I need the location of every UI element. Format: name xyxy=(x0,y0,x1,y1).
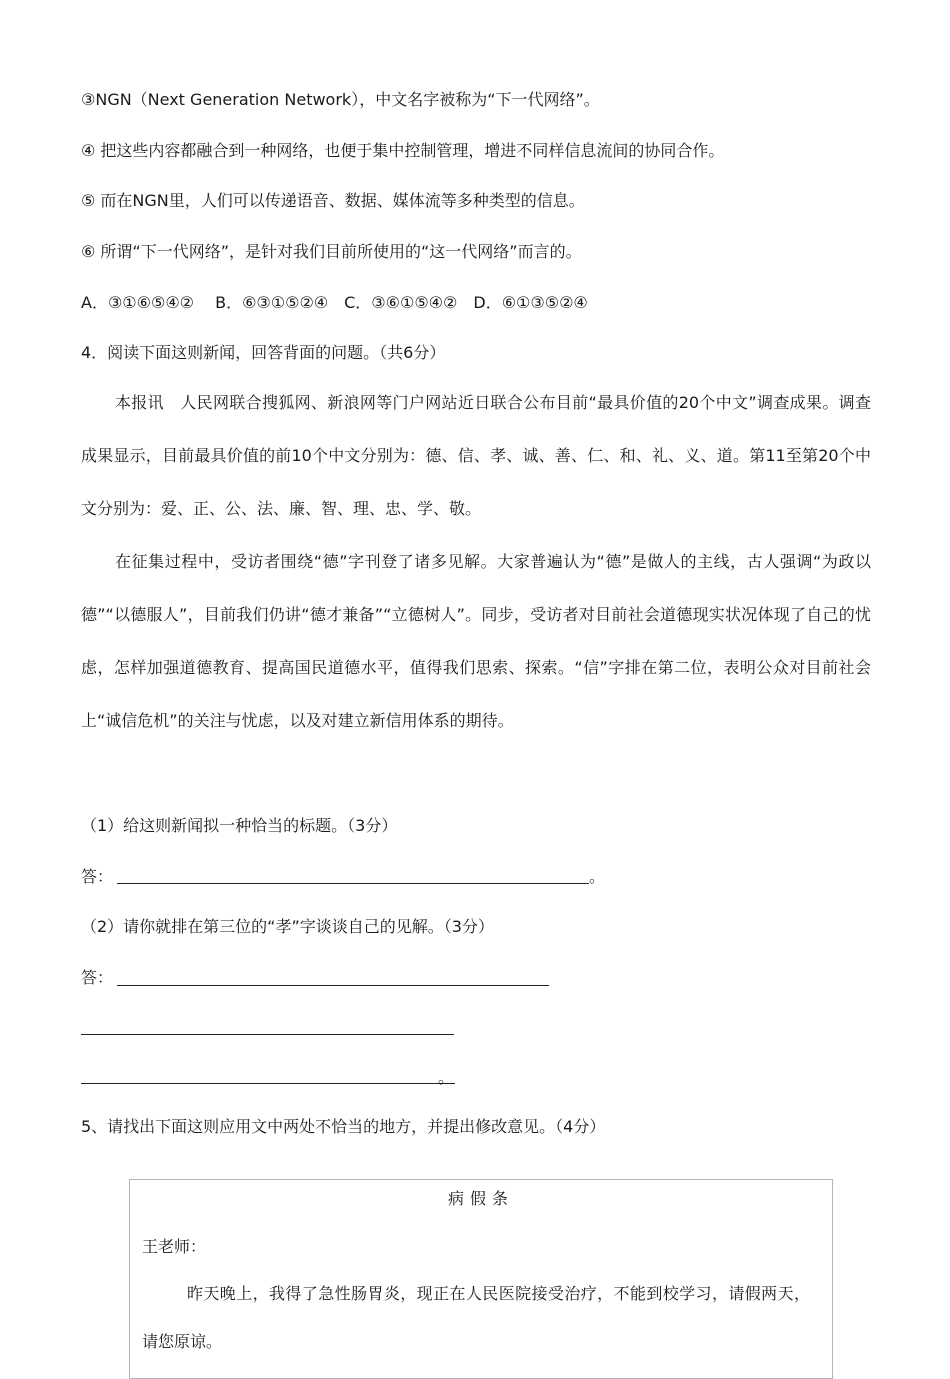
list-item-6: ⑥ 所谓“下一代网络”，是针对我们目前所使用的“这一代网络”而言的。 xyxy=(81,242,582,261)
answer-label-1: 答： xyxy=(81,867,114,886)
question-5-heading: 5、请找出下面这则应用文中两处不恰当的地方，并提出修改意见。（4分） xyxy=(81,1117,606,1136)
list-item-5: ⑤ 而在NGN里，人们可以传递语音、数据、媒体流等多种类型的信息。 xyxy=(81,191,585,210)
news-paragraph-2: 在征集过程中，受访者围绕“德”字刊登了诸多见解。大家普遍认为“德”是做人的主线，古人强调“为政以德”“以德服人”，目前我们仍讲“德才兼备”“立德树人”。同步，受访者对目前社会道德现实状况体现了自己的忧虑，怎样加强道德教育、提高国民道德水平，值得我们思索、探索。“信”字排在第二位，表明公众对目前社会上“诚信危机”的关注与忧虑，以及对建立新信用体系的期待。 xyxy=(81,552,871,730)
sub-question-2: （2）请你就排在第三位的“孝”字谈谈自己的见解。（3分） xyxy=(81,917,494,936)
list-item-3: ③NGN（Next Generation Network），中文名字被称为“下一代网络”。 xyxy=(81,90,600,109)
answer-label-2: 答： xyxy=(81,968,114,987)
sick-leave-note xyxy=(129,1179,833,1379)
answer-blank-2c[interactable] xyxy=(81,1083,455,1084)
answer-choices: A．③①⑥⑤④② B．⑥③①⑤②④ C．③⑥①⑤④② D．⑥①③⑤②④ xyxy=(81,293,588,312)
news-paragraph-1: 本报讯 人民网联合搜狐网、新浪网等门户网站近日联合公布目前“最具价值的20个中文”调查成果。调查成果显示，目前最具价值的前10个中文分别为：德、信、孝、诚、善、仁、和、礼、义、道。第11至第20个中文分别为：爱、正、公、法、廉、智、理、忠、学、敬。 xyxy=(81,393,871,518)
answer-blank-2b[interactable] xyxy=(81,1034,454,1035)
answer-period-1: 。 xyxy=(589,867,606,886)
news-article xyxy=(81,376,871,747)
sub-question-1: （1）给这则新闻拟一种恰当的标题。（3分） xyxy=(81,816,398,835)
note-title: 病假条 xyxy=(447,1189,514,1208)
note-greeting: 王老师： xyxy=(142,1237,207,1256)
question-4-heading: 4．阅读下面这则新闻，回答背面的问题。（共6分） xyxy=(81,343,446,362)
answer-blank-2a[interactable] xyxy=(117,985,549,986)
list-item-4: ④ 把这些内容都融合到一种网络，也便于集中控制管理，增进不同样信息流间的协同合作。 xyxy=(81,141,725,160)
note-body: 昨天晚上，我得了急性肠胃炎，现正在人民医院接受治疗，不能到校学习，请假两天，请您原谅。 xyxy=(142,1284,810,1351)
answer-blank-1[interactable] xyxy=(117,883,589,884)
answer-period-2: 。 xyxy=(438,1068,455,1087)
